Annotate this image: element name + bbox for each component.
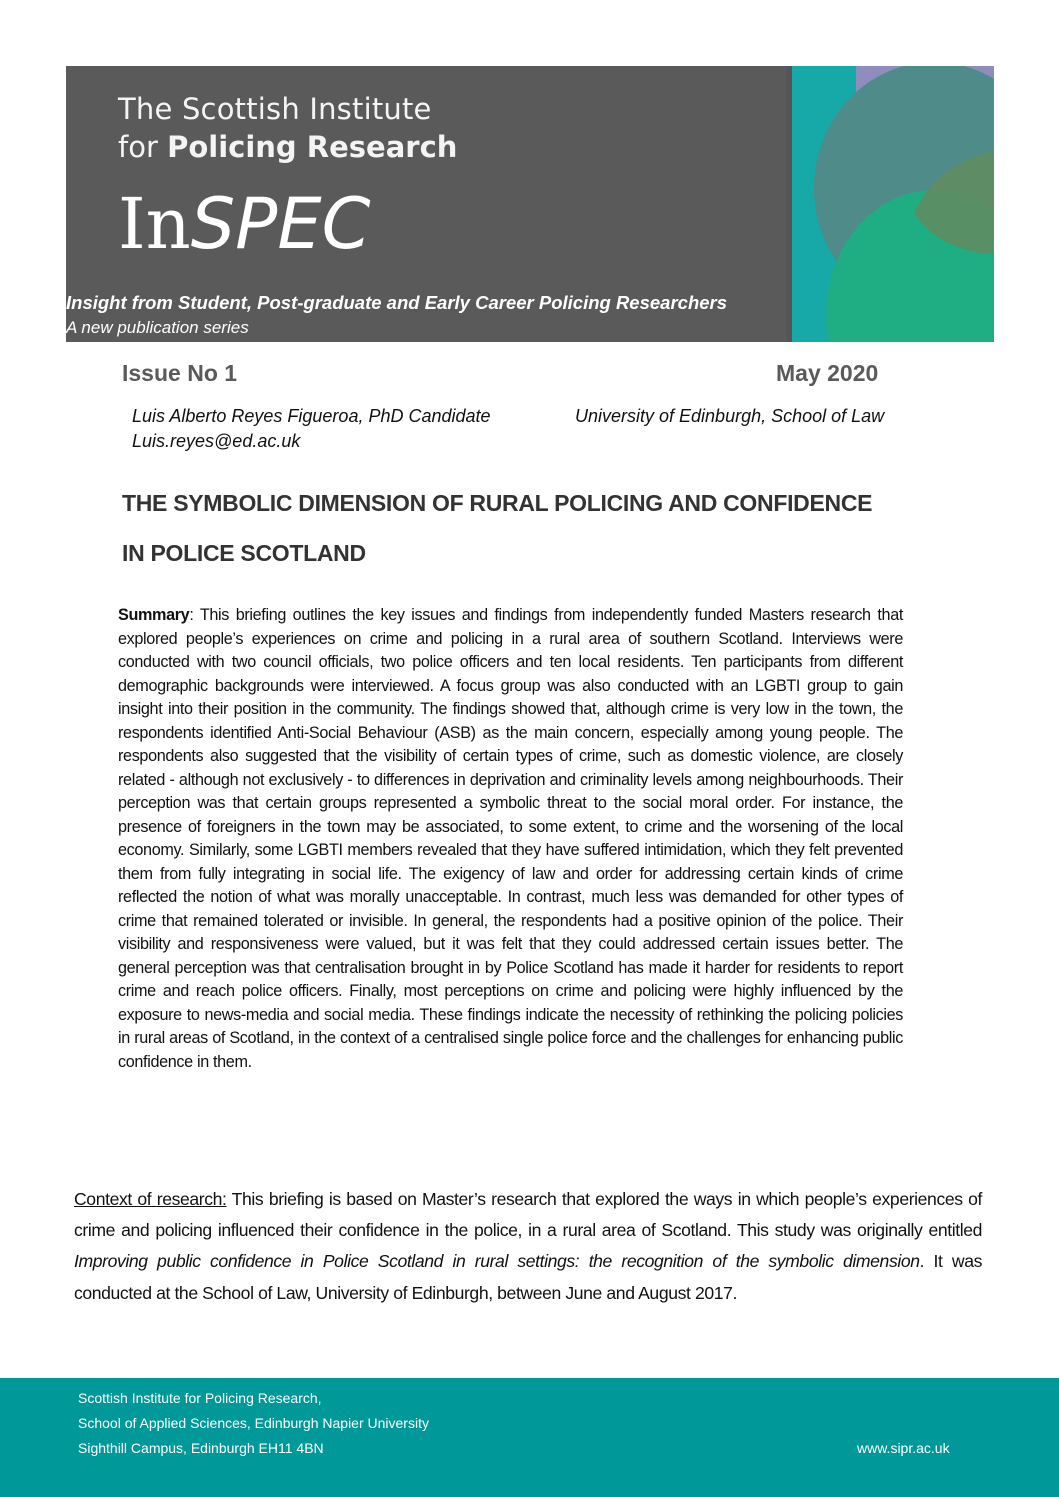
series-logo [118, 184, 371, 264]
org-name-line1: The Scottish Institute [118, 92, 432, 126]
summary-paragraph [118, 604, 903, 1074]
context-text-part1: This briefing is based on Master’s research that explored the ways in which people’s experiences of crime and policing influenced their confidence in the police, in a rural area of Scotland. This study was originally entitled [74, 1189, 983, 1241]
author-name: Luis Alberto Reyes Figueroa, PhD Candidate [132, 406, 491, 426]
footer-address-line3: Sighthill Campus, Edinburgh EH11 4BN [78, 1440, 324, 1456]
document-title-line2: IN POLICE SCOTLAND [122, 540, 366, 566]
footer-address-line1: Scottish Institute for Policing Research, [78, 1390, 322, 1406]
author-affiliation: University of Edinburgh, School of Law [575, 406, 885, 426]
tagline: Insight from Student, Post-graduate and Early Career Policing Researchers [66, 292, 728, 313]
author-email[interactable]: Luis.reyes@ed.ac.uk [132, 431, 301, 451]
context-paragraph [74, 1184, 982, 1309]
context-label: Context of research: [74, 1189, 227, 1209]
org-name-prefix: for [118, 130, 158, 164]
summary-text: : This briefing outlines the key issues and findings from independently funded Masters research that explored people’s experiences on crime and policing in a rural area of southern Scotland. Interviews were conducted with two council officials, two police officers and ten local residents. Ten participants from different demographic backgrounds were interviewed. A focus group was also conducted with an LGBTI group to gain insight into their position in the community. The findings showed that, although crime is very low in the town, the respondents identified Anti-Social Behaviour (ASB) as the main concern, especially among young people. The respondents also suggested that the visibility of certain types of crime, such as domestic violence, are closely related - although not exclusively - to differences in deprivation and criminality levels among neighbourhoods. Their perception was that certain groups represented a symbolic threat to the social moral order. For instance, the presence of foreigners in the town may be associated, to some extent, to crime and the worsening of the local economy. Similarly, some LGBTI members revealed that they have suffered intimidation, which they felt prevented them from fully integrating in social life. The exigency of law and order for addressing certain kinds of crime reflected the notion of what was morally unacceptable. In contrast, much less was demanded for other types of crime that remained tolerated or invisible. In general, the respondents had a positive opinion of the police. Their visibility and responsiveness were valued, but it was felt that they could addressed certain issues better. The general perception was that centralisation brought in by Police Scotland has made it harder for residents to report crime and reach police officers. Finally, most perceptions on crime and policing were highly influenced by the exposure to news-media and social media. These findings indicate the necessity of rethinking the policing policies in rural areas of Scotland, in the context of a centralised single police force and the challenges for enhancing public confidence in them. [118, 606, 903, 1071]
footer-website-link[interactable]: www.sipr.ac.uk [857, 1440, 950, 1456]
footer [0, 1378, 1059, 1497]
issue-number: Issue No 1 [122, 360, 238, 386]
decorative-circles-artwork [786, 66, 994, 342]
issue-date: May 2020 [776, 360, 879, 386]
study-title: Improving public confidence in Police Scotland in rural settings: the recognition of the symbolic dimension [74, 1251, 920, 1272]
art-left-strip [786, 66, 792, 342]
subtagline: A new publication series [66, 318, 249, 337]
org-name-line2 [118, 130, 457, 164]
summary-label: Summary [118, 606, 190, 624]
org-name-bold: Policing Research [167, 130, 458, 164]
masthead [66, 66, 994, 342]
footer-address-line2: School of Applied Sciences, Edinburgh Napier University [78, 1415, 429, 1431]
context-text-part2: . It was conducted at the School of Law, University of Edinburgh, between June and August 2017. [74, 1251, 982, 1303]
series-logo-spec: SPEC [190, 183, 371, 265]
series-logo-in: In [118, 183, 191, 265]
tagline-block [66, 286, 786, 342]
document-title-line1: THE SYMBOLIC DIMENSION OF RURAL POLICING AND CONFIDENCE [122, 490, 873, 516]
